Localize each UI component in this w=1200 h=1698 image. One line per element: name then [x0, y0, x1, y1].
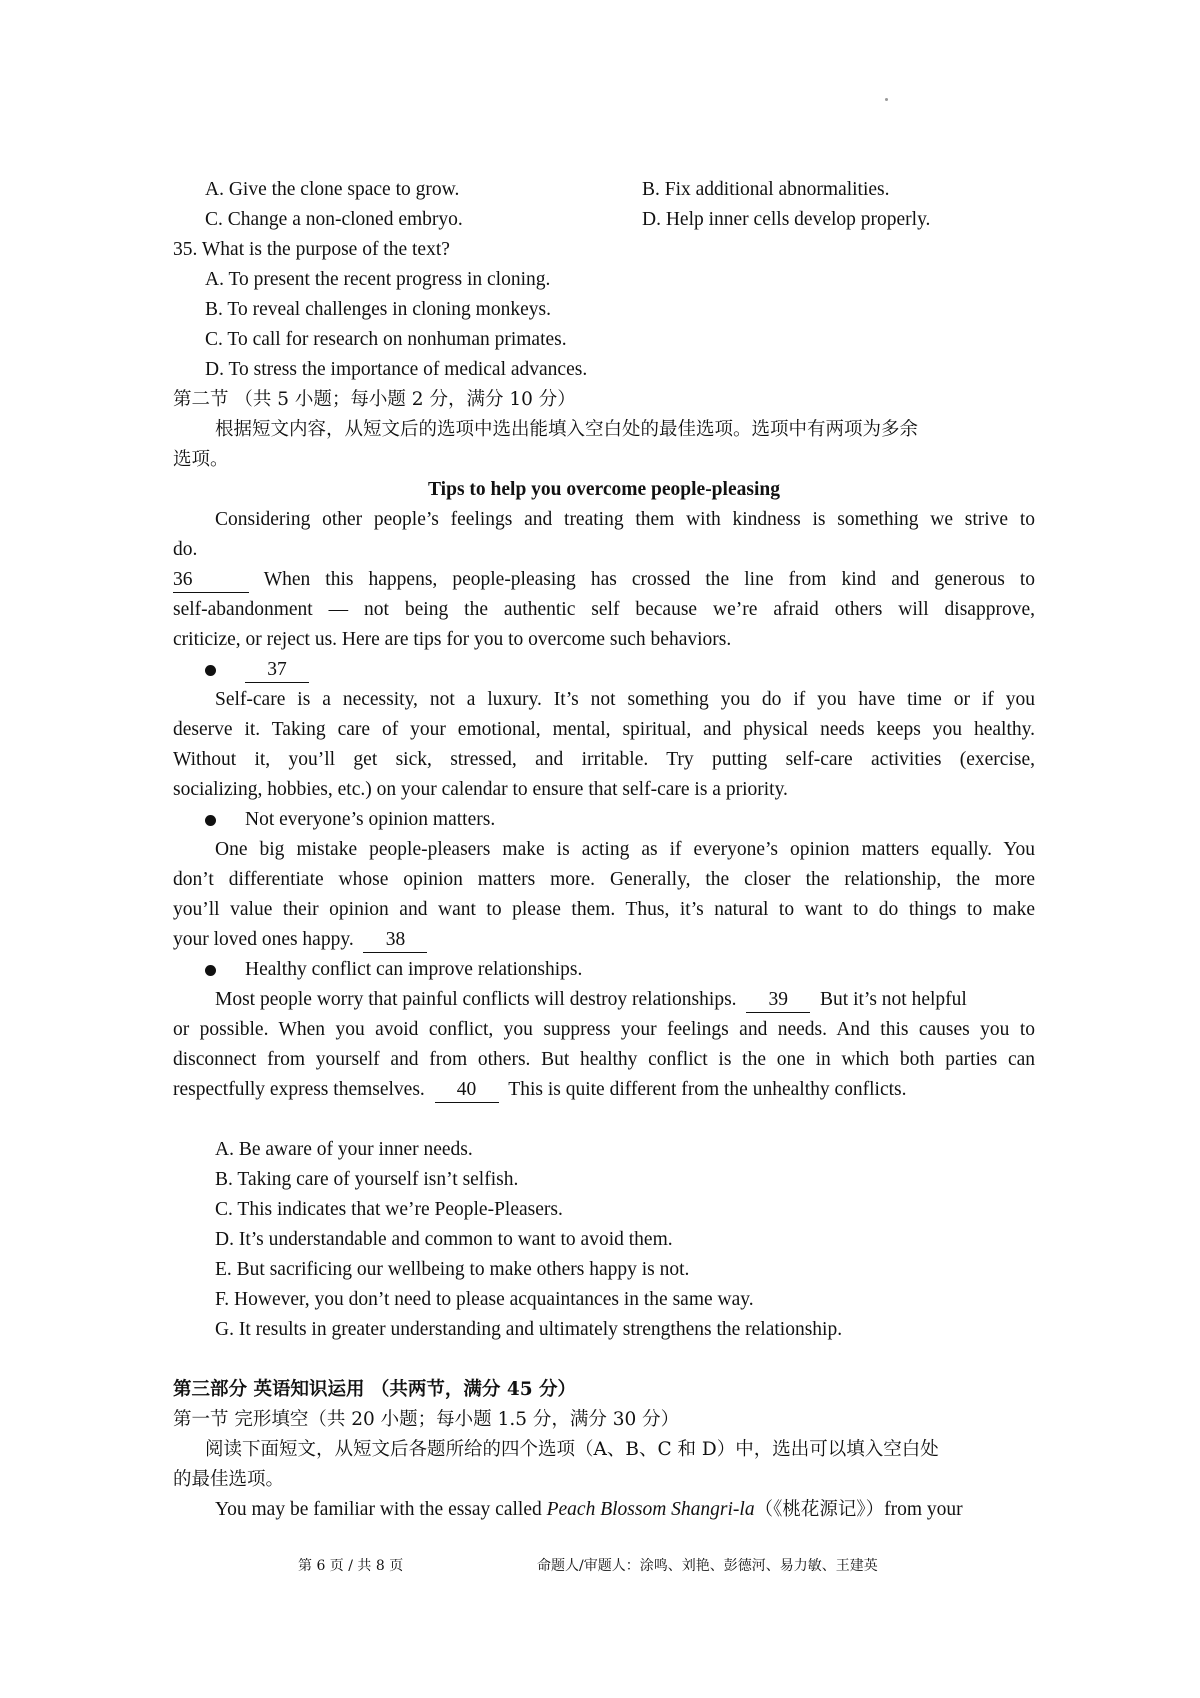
section2-instruction-line2: 选项。 [173, 449, 229, 470]
part3-heading: 第三部分 英语知识运用 （共两节，满分 45 分） [173, 1379, 577, 1400]
p3-line4: socializing, hobbies, etc.) on your calendar to ensure that self-care is a priority. [173, 779, 788, 800]
cloze-intro-line [215, 1495, 963, 1525]
tip-1-line [245, 655, 309, 685]
p5-line1 [215, 985, 967, 1015]
authors-line: 命题人/审题人：涂鸣、刘艳、彭德河、易力敏、王建英 [537, 1558, 878, 1574]
bullet-dot-1 [205, 665, 216, 676]
p5-line1-end: But it’s not helpful [820, 989, 967, 1010]
part3-instruction-line1: 阅读下面短文，从短文后各题所给的四个选项（A、B、C 和 D）中，选出可以填入空白处 [205, 1439, 939, 1460]
part3-instruction-line2: 的最佳选项。 [173, 1469, 285, 1490]
p1-line2: do. [173, 539, 198, 560]
p5-line3: disconnect from yourself and from others. But healthy conflict is the one in which both parties can [173, 1049, 1035, 1070]
p5-line4-start: respectfully express themselves. [173, 1079, 425, 1100]
p3-line2: deserve it. Taking care of your emotional, mental, spiritual, and physical needs keeps you healthy. [173, 719, 1035, 740]
option-d: D. It’s understandable and common to want to avoid them. [215, 1229, 673, 1250]
section2-heading: 第二节 （共 5 小题；每小题 2 分，满分 10 分） [173, 389, 576, 410]
blank-38[interactable]: 38 [363, 928, 427, 953]
tip-2-heading: Not everyone’s opinion matters. [245, 809, 496, 830]
q34-option-d: D. Help inner cells develop properly. [642, 209, 931, 230]
p5-line4-end: This is quite different from the unhealthy conflicts. [508, 1079, 907, 1100]
bullet-dot-2 [205, 815, 216, 826]
p3-line3: Without it, you’ll get sick, stressed, and irritable. Try putting self-care activities (exercise, [173, 749, 1035, 770]
option-c: C. This indicates that we’re People-Pleasers. [215, 1199, 563, 1220]
p5-line1-start: Most people worry that painful conflicts will destroy relationships. [215, 989, 737, 1010]
p1-line1: Considering other people’s feelings and treating them with kindness is something we strive to [215, 509, 1035, 530]
cloze-intro-start: You may be familiar with the essay called [215, 1499, 542, 1520]
q34-option-c: C. Change a non-cloned embryo. [205, 209, 463, 230]
q35-stem: 35. What is the purpose of the text? [173, 239, 450, 260]
blank-37[interactable]: 37 [245, 658, 309, 683]
option-e: E. But sacrificing our wellbeing to make others happy is not. [215, 1259, 690, 1280]
option-f: F. However, you don’t need to please acquaintances in the same way. [215, 1289, 754, 1310]
p4-line4-text: your loved ones happy. [173, 929, 354, 950]
p2-line1-text: When this happens, people-pleasing has crossed the line from kind and generous to [263, 569, 1035, 590]
blank-39[interactable]: 39 [746, 988, 810, 1013]
cloze-intro-title: Peach Blossom Shangri-la [546, 1499, 755, 1520]
blank-36[interactable]: 36 [173, 568, 249, 593]
q35-option-c: C. To call for research on nonhuman primates. [205, 329, 567, 350]
option-g: G. It results in greater understanding and ultimately strengthens the relationship. [215, 1319, 843, 1340]
p2-line1 [173, 565, 1035, 595]
page-number: 第 6 页 / 共 8 页 [298, 1558, 404, 1574]
p4-line3: you’ll value their opinion and want to please them. Thus, it’s natural to want to do things to make [173, 899, 1035, 920]
p2-line2: self-abandonment — not being the authentic self because we’re afraid others will disapprove, [173, 599, 1035, 620]
part3-section1: 第一节 完形填空（共 20 小题；每小题 1.5 分，满分 30 分） [173, 1409, 680, 1430]
q35-option-a: A. To present the recent progress in cloning. [205, 269, 551, 290]
p5-line2: or possible. When you avoid conflict, you suppress your feelings and needs. And this causes you to [173, 1019, 1035, 1040]
cloze-intro-end: from your [884, 1499, 963, 1520]
p5-line4 [173, 1075, 907, 1105]
blank-40[interactable]: 40 [435, 1078, 499, 1103]
tip-3-heading: Healthy conflict can improve relationships. [245, 959, 583, 980]
option-a: A. Be aware of your inner needs. [215, 1139, 473, 1160]
section2-instruction-line1: 根据短文内容，从短文后的选项中选出能填入空白处的最佳选项。选项中有两项为多余 [215, 419, 919, 440]
p4-line1: One big mistake people-pleasers make is acting as if everyone’s opinion matters equally. You [215, 839, 1035, 860]
q34-option-b: B. Fix additional abnormalities. [642, 179, 890, 200]
option-b: B. Taking care of yourself isn’t selfish. [215, 1169, 519, 1190]
p3-line1: Self-care is a necessity, not a luxury. It’s not something you do if you have time or if you [215, 689, 1035, 710]
p4-line4 [173, 925, 427, 955]
passage-title: Tips to help you overcome people-pleasing [428, 479, 780, 500]
cloze-intro-zh-title: （《桃花源记》） [754, 1499, 885, 1520]
p2-line3: criticize, or reject us. Here are tips for you to overcome such behaviors. [173, 629, 732, 650]
q35-option-d: D. To stress the importance of medical advances. [205, 359, 588, 380]
bullet-dot-3 [205, 965, 216, 976]
scan-speck [885, 98, 888, 101]
q34-option-a: A. Give the clone space to grow. [205, 179, 460, 200]
p4-line2: don’t differentiate whose opinion matters more. Generally, the closer the relationship, the more [173, 869, 1035, 890]
q35-option-b: B. To reveal challenges in cloning monkeys. [205, 299, 551, 320]
